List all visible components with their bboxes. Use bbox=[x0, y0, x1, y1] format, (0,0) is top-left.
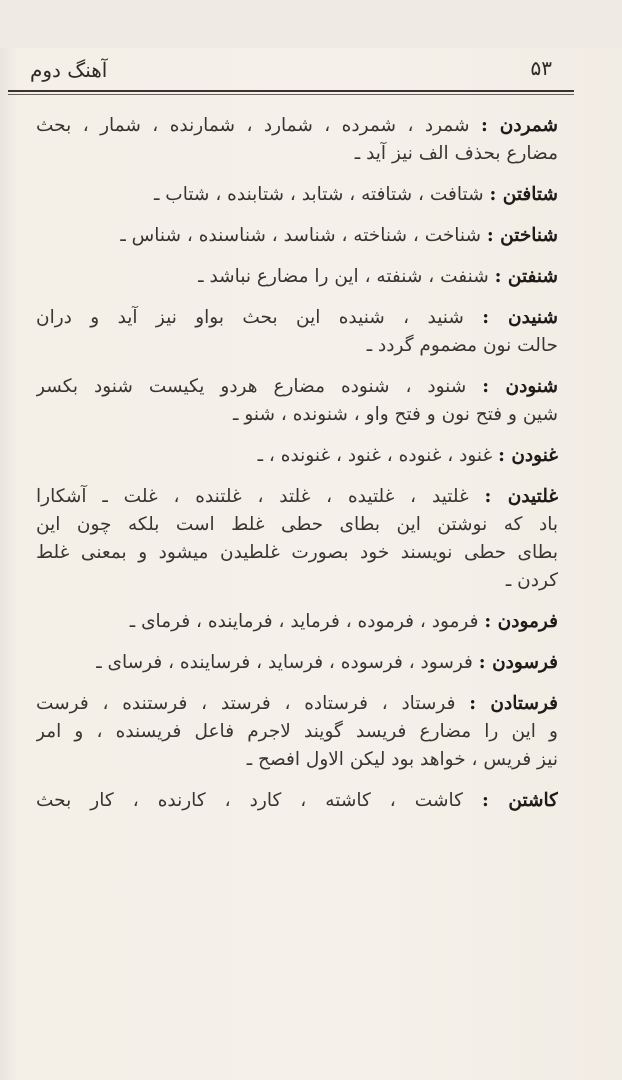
entry-text: مضارع بحذف الف نیز آید ـ bbox=[354, 143, 558, 164]
entry-farsudan bbox=[36, 649, 558, 677]
entry-line bbox=[36, 567, 558, 595]
entry-headword: فرسودن : bbox=[478, 652, 558, 673]
entry-text: شنید ، شنیده این بحث بواو نیز آید و دران bbox=[36, 307, 464, 328]
entry-text: حالت نون مضموم گردد ـ bbox=[366, 335, 558, 356]
entry-line bbox=[36, 539, 558, 567]
entry-headword: کاشتن : bbox=[481, 790, 558, 811]
entry-text: شمرد ، شمرده ، شمارد ، شمارنده ، شمار ، بحث bbox=[36, 115, 470, 136]
entry-headword: غنودن : bbox=[498, 445, 558, 466]
entry-line bbox=[36, 401, 558, 429]
entry-line bbox=[36, 181, 558, 209]
entry-text: فرسود ، فرسوده ، فرساید ، فرساینده ، فرسای ـ bbox=[96, 652, 473, 673]
entry-ghonudan bbox=[36, 442, 558, 470]
entry-line bbox=[36, 746, 558, 774]
entry-headword: شتافتن : bbox=[489, 184, 558, 205]
entry-text: کاشت ، کاشته ، کارد ، کارنده ، کار بحث bbox=[36, 790, 463, 811]
entry-kashtan bbox=[36, 787, 558, 815]
entry-line bbox=[36, 442, 558, 470]
entry-headword: فرستادن : bbox=[469, 693, 558, 714]
entry-line bbox=[36, 332, 558, 360]
entry-line bbox=[36, 263, 558, 291]
entry-text: غلتید ، غلتیده ، غلتد ، غلتنده ، غلت ـ آشکارا bbox=[36, 486, 469, 507]
page-body bbox=[36, 112, 558, 828]
entry-headword: شنیدن : bbox=[482, 307, 558, 328]
entry-line bbox=[36, 608, 558, 636]
entry-text: باد که نوشتن این بطای حطی غلط است بلکه چون این bbox=[36, 514, 558, 535]
entry-line bbox=[36, 649, 558, 677]
entry-text: فرمود ، فرموده ، فرماید ، فرماینده ، فرمای ـ bbox=[129, 611, 479, 632]
entry-text: شین و فتح نون و فتح واو ، شنونده ، شنو ـ bbox=[233, 404, 558, 425]
page-top-margin bbox=[0, 0, 622, 48]
entry-text: نیز فریس ، خواهد بود لیکن الاول افصح ـ bbox=[246, 749, 558, 770]
entry-text: شنود ، شنوده مضارع هردو یکیست شنود بکسر bbox=[36, 376, 467, 397]
entry-shenakhtan bbox=[36, 222, 558, 250]
running-title: آهنگ دوم bbox=[30, 58, 108, 82]
entry-text: غنود ، غنوده ، غنود ، غنونده ، ـ bbox=[257, 445, 493, 466]
entry-line bbox=[36, 483, 558, 511]
entry-line bbox=[36, 222, 558, 250]
entry-text: فرستاد ، فرستاده ، فرستد ، فرستنده ، فرست bbox=[36, 693, 456, 714]
entry-text: کردن ـ bbox=[505, 570, 558, 591]
entry-headword: فرمودن : bbox=[484, 611, 558, 632]
entry-line bbox=[36, 112, 558, 140]
entry-headword: غلتیدن : bbox=[484, 486, 558, 507]
entry-text: شناخت ، شناخته ، شناسد ، شناسنده ، شناس ـ bbox=[120, 225, 482, 246]
entry-text: شتافت ، شتافته ، شتابد ، شتابنده ، شتاب ـ bbox=[154, 184, 484, 205]
page-header bbox=[12, 50, 572, 90]
entry-line bbox=[36, 373, 558, 401]
entry-line bbox=[36, 718, 558, 746]
entry-text: شنفت ، شنفته ، این را مضارع نباشد ـ bbox=[198, 266, 489, 287]
entry-shenidan bbox=[36, 304, 558, 360]
entry-headword: شمردن : bbox=[480, 115, 558, 136]
page-number: ۵۳ bbox=[530, 56, 552, 80]
entry-line bbox=[36, 304, 558, 332]
entry-line bbox=[36, 787, 558, 815]
header-rule-thin bbox=[8, 94, 574, 95]
entry-headword: شناختن : bbox=[486, 225, 558, 246]
entry-farmudan bbox=[36, 608, 558, 636]
entry-shetaftan bbox=[36, 181, 558, 209]
entry-shenudan bbox=[36, 373, 558, 429]
entry-line bbox=[36, 140, 558, 168]
entry-headword: شنودن : bbox=[482, 376, 558, 397]
header-rule bbox=[8, 90, 574, 92]
entry-ferestadan bbox=[36, 690, 558, 774]
entry-shomordan bbox=[36, 112, 558, 168]
entry-line bbox=[36, 511, 558, 539]
entry-shenoftan bbox=[36, 263, 558, 291]
entry-line bbox=[36, 690, 558, 718]
entry-ghaltidan bbox=[36, 483, 558, 595]
entry-headword: شنفتن : bbox=[494, 266, 558, 287]
entry-text: بطای حطی نویسند خود بصورت غلطیدن میشود و بمعنی غلط bbox=[36, 542, 558, 563]
entry-text: و این را مضارع فریسد گویند لاجرم فاعل فریسنده ، و امر bbox=[36, 721, 558, 742]
